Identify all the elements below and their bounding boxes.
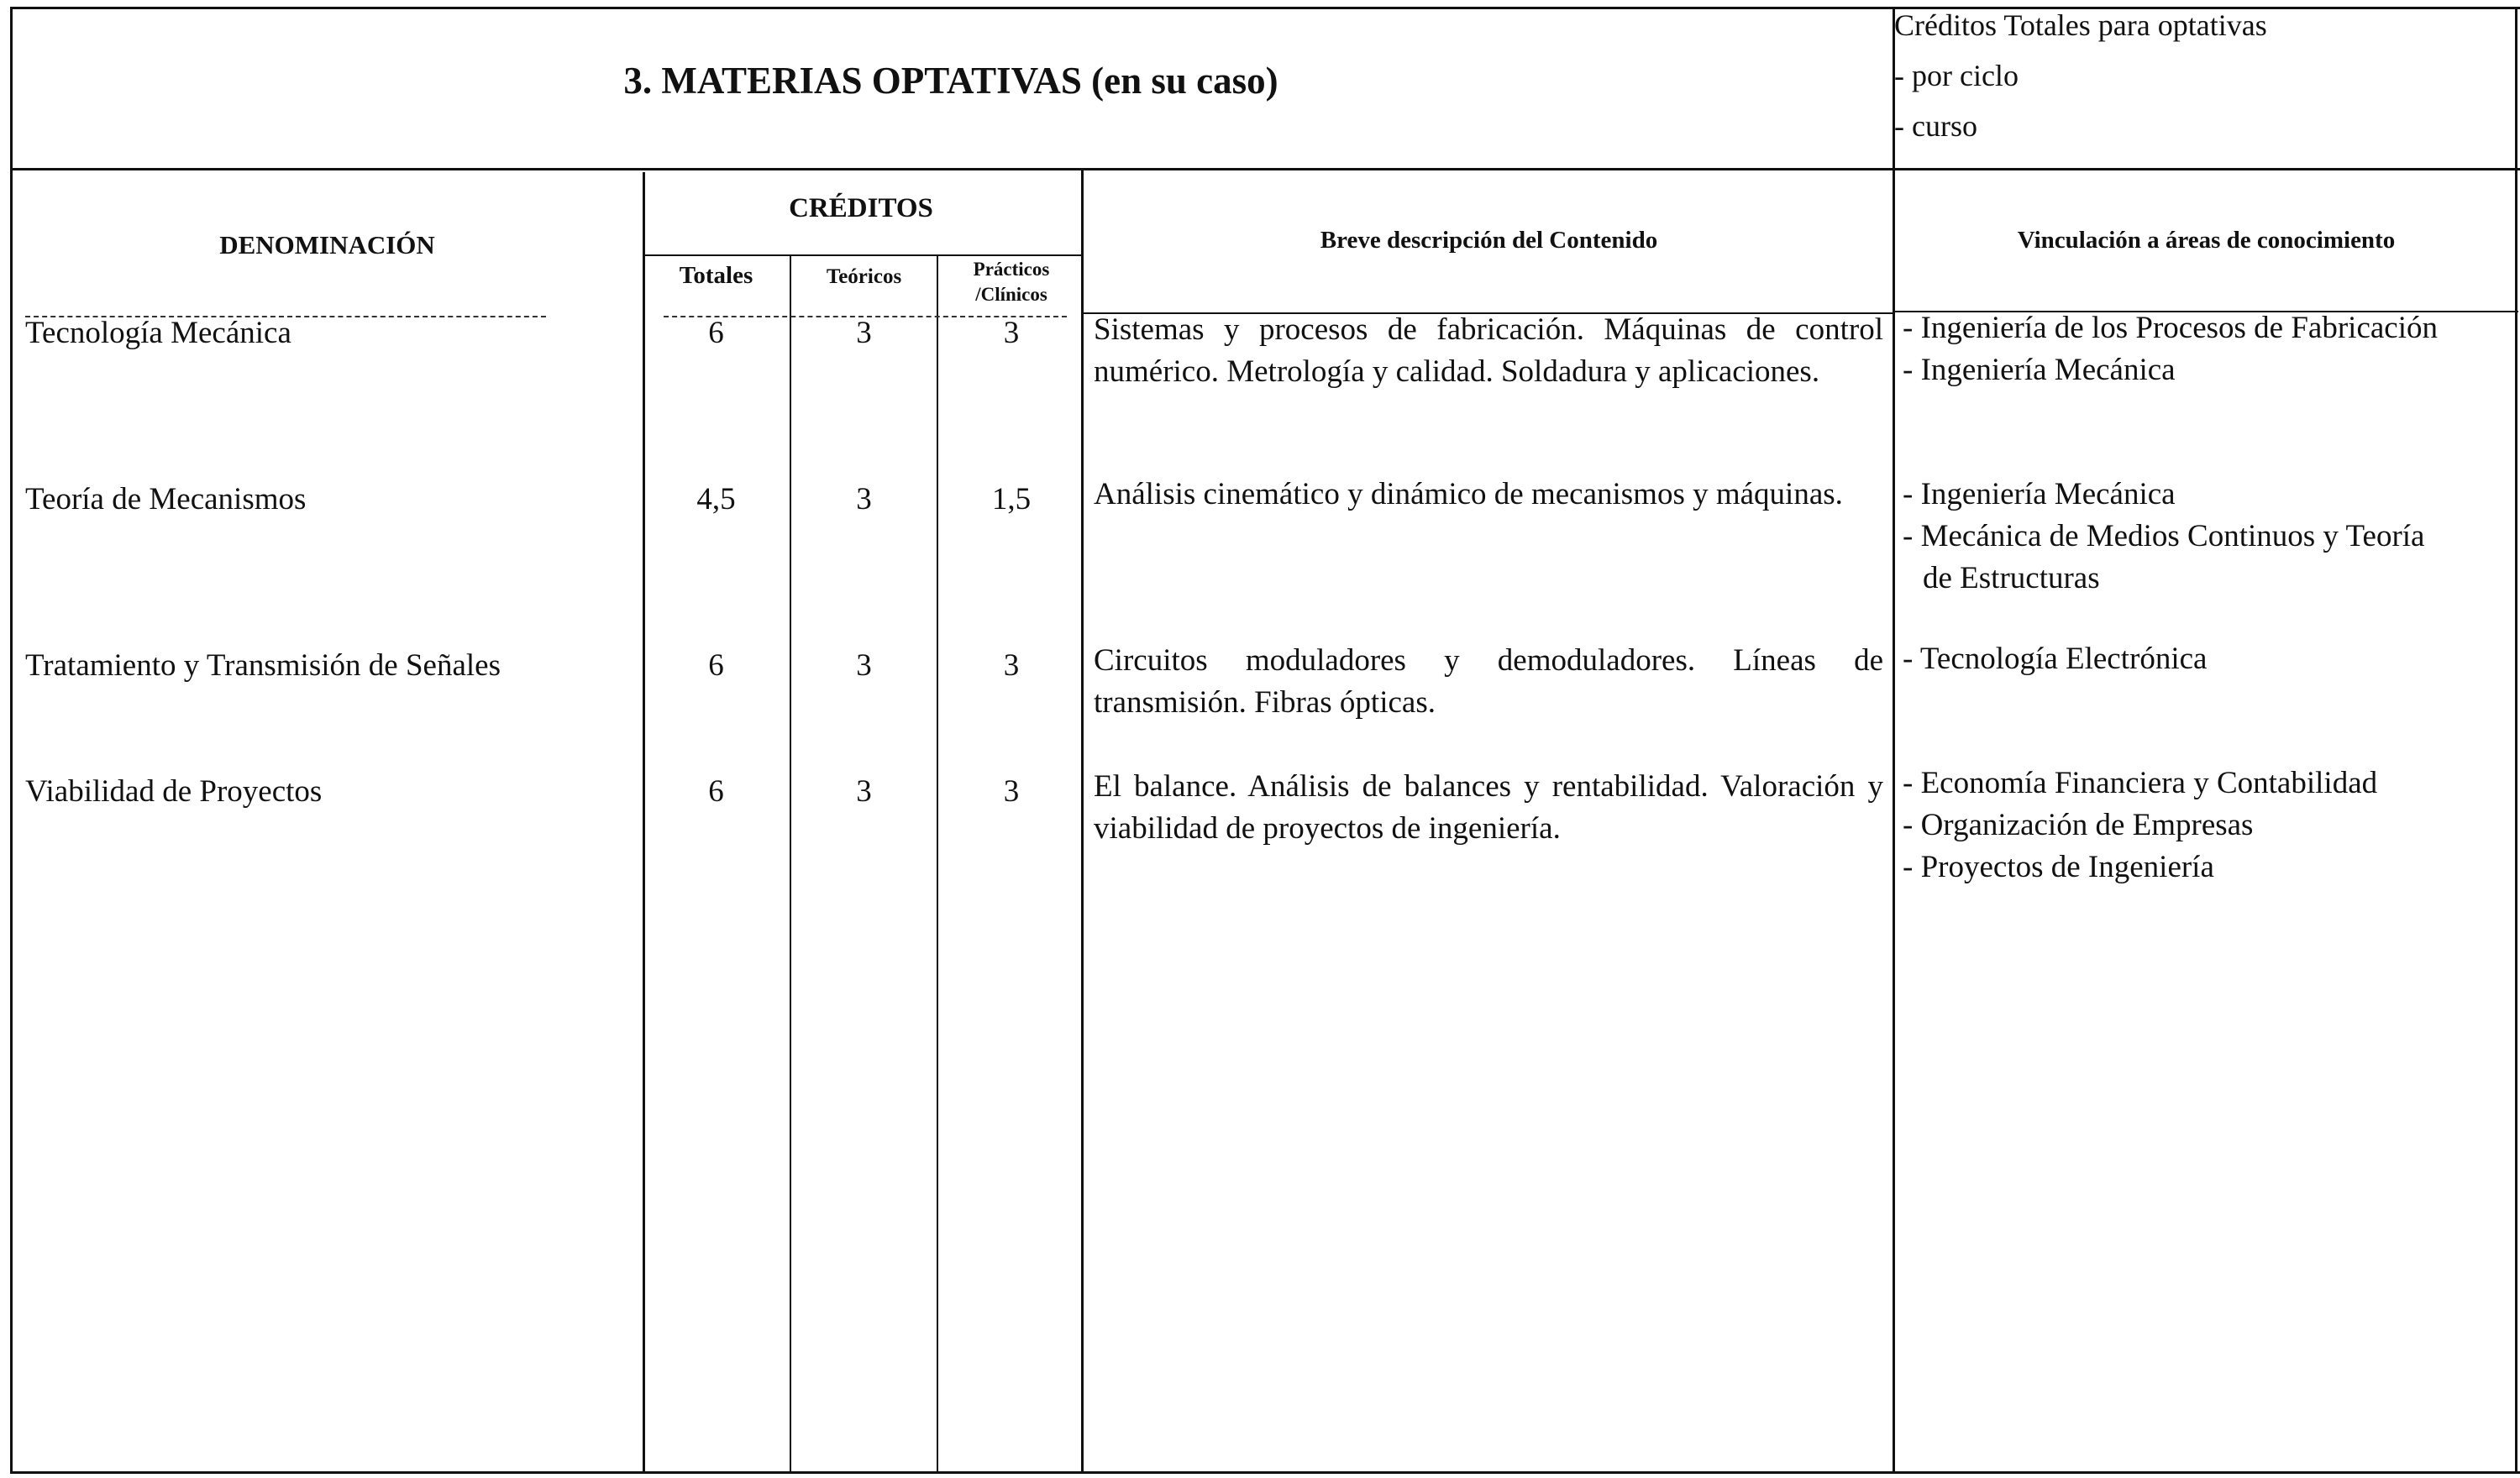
area-item: - Ingeniería Mecánica (1903, 477, 2176, 511)
row-practicos: 1,5 (991, 482, 1032, 516)
row-practicos: 3 (1003, 774, 1020, 809)
rule-totales-left (643, 172, 645, 1473)
row-totales: 4,5 (696, 482, 736, 516)
creditos-totales-label: Créditos Totales para optativas (1894, 8, 2267, 42)
creditos-totales-box (1894, 0, 2516, 151)
area-item: - Proyectos de Ingeniería (1903, 850, 2214, 884)
header-practicos-line1: Prácticos (973, 259, 1050, 280)
rule-practicos-left (937, 256, 938, 1473)
header-practicos (939, 257, 1084, 307)
page-title: 3. MATERIAS OPTATIVAS (en su caso) (623, 60, 1278, 102)
row-areas (1903, 307, 2516, 391)
row-descripcion: Análisis cinemático y dinámico de mecanismos y máquinas. (1094, 477, 1843, 511)
area-item: - Economía Financiera y Contabilidad (1903, 766, 2378, 800)
row-teoricos: 3 (856, 648, 872, 683)
area-item: - Ingeniería Mecánica (1903, 353, 2176, 387)
header-descripcion: Breve descripción del Contenido (1320, 227, 1658, 254)
rule-desc-left (1081, 168, 1084, 1473)
header-teoricos: Teóricos (826, 265, 902, 288)
area-item: - Tecnología Electrónica (1903, 642, 2208, 676)
row-totales: 6 (708, 316, 724, 350)
row-areas (1903, 763, 2516, 888)
row-teoricos: 3 (856, 482, 872, 516)
row-name: Tratamiento y Transmisión de Señales (25, 648, 501, 683)
header-denominacion: DENOMINACIÓN (219, 230, 435, 259)
rule-bottom (10, 1471, 2520, 1474)
area-item: - Ingeniería de los Procesos de Fabricación (1903, 311, 2439, 345)
row-name: Tecnología Mecánica (25, 316, 291, 350)
rule-left (10, 7, 13, 1473)
row-descripcion: Sistemas y procesos de fabricación. Máquinas de control numérico. Metrología y calidad. Soldadura y aplicaciones. (1094, 312, 1883, 389)
row-descripcion: Circuitos moduladores y demoduladores. Líneas de transmisión. Fibras ópticas. (1094, 643, 1883, 720)
area-item: - Mecánica de Medios Continuos y Teoría (1903, 519, 2425, 553)
por-ciclo-label: - por ciclo (1894, 59, 2019, 92)
row-totales: 6 (708, 648, 724, 683)
row-practicos: 3 (1003, 648, 1020, 683)
area-item: de Estructuras (1923, 561, 2100, 595)
row-teoricos: 3 (856, 774, 872, 809)
row-areas (1903, 638, 2516, 680)
rule-title-bottom (10, 168, 2520, 170)
header-vinculacion: Vinculación a áreas de conocimiento (2017, 227, 2396, 254)
row-name: Teoría de Mecanismos (25, 482, 307, 516)
area-item: - Organización de Empresas (1903, 808, 2254, 842)
header-creditos: CRÉDITOS (789, 193, 933, 223)
rule-teoricos-left (790, 256, 791, 1473)
row-descripcion: El balance. Análisis de balances y rentabilidad. Valoración y viabilidad de proyectos de ingeniería. (1094, 769, 1883, 846)
row-areas (1903, 474, 2516, 600)
row-totales: 6 (708, 774, 724, 809)
row-name: Viabilidad de Proyectos (25, 774, 323, 809)
row-practicos: 3 (1003, 316, 1020, 350)
rule-creditos-sub (643, 254, 1081, 256)
curso-label: - curso (1894, 109, 1977, 143)
row-teoricos: 3 (856, 316, 872, 350)
header-practicos-line2: /Clínicos (975, 284, 1047, 305)
header-totales: Totales (679, 262, 753, 289)
